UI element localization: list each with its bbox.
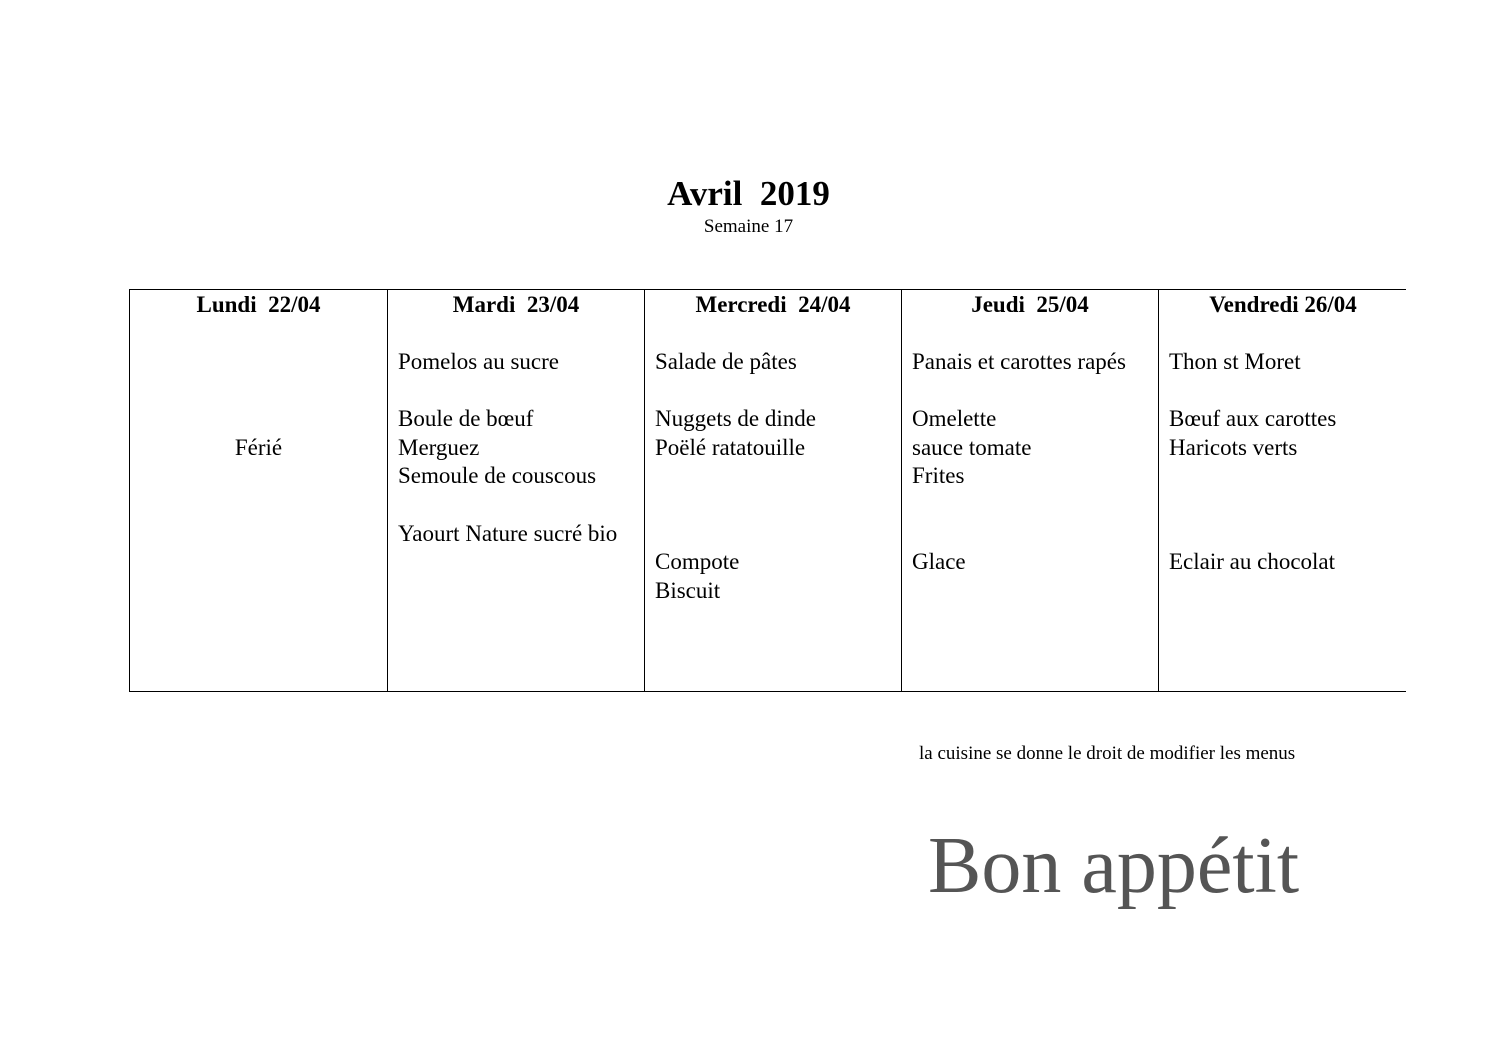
menu-item-main: Omelette xyxy=(912,406,997,431)
day-column-monday xyxy=(130,290,387,691)
day-header: Lundi 22/04 xyxy=(196,292,321,317)
menu-item-starter: Salade de pâtes xyxy=(655,349,797,374)
day-header: Mardi 23/04 xyxy=(452,292,580,317)
menu-item-dessert: Glace xyxy=(912,549,966,574)
week-subtitle: Semaine 17 xyxy=(703,216,794,237)
menu-item-side: Frites xyxy=(912,463,965,488)
menu-disclaimer: la cuisine se donne le droit de modifier les menus xyxy=(919,743,1296,764)
menu-item-dessert: Eclair au chocolat xyxy=(1169,549,1336,574)
menu-item-starter: Thon st Moret xyxy=(1169,349,1301,374)
menu-item-main: Nuggets de dinde xyxy=(655,406,816,431)
day-header: Mercredi 24/04 xyxy=(695,292,851,317)
day-column-friday xyxy=(1158,290,1407,691)
menu-item-main: Bœuf aux carottes xyxy=(1169,406,1337,431)
closing-greeting: Bon appétit xyxy=(928,822,1300,910)
menu-item-main: Boule de bœuf xyxy=(398,406,534,431)
menu-item-side: Haricots verts xyxy=(1169,435,1298,460)
menu-item-side: Semoule de couscous xyxy=(398,463,597,488)
menu-item-starter: Panais et carottes rapés xyxy=(912,349,1126,374)
holiday-label: Férié xyxy=(234,435,283,460)
menu-item-dessert: Yaourt Nature sucré bio xyxy=(398,521,618,546)
day-header: Vendredi 26/04 xyxy=(1209,292,1357,317)
day-column-tuesday xyxy=(387,290,644,691)
day-column-thursday xyxy=(901,290,1158,691)
menu-item-dessert: Compote xyxy=(655,549,740,574)
day-column-wednesday xyxy=(644,290,901,691)
weekly-menu-table xyxy=(129,289,1406,692)
menu-item-starter: Pomelos au sucre xyxy=(398,349,559,374)
menu-item-side: Poëlé ratatouille xyxy=(655,435,806,460)
page-title: Avril 2019 xyxy=(667,174,830,213)
menu-item-main: sauce tomate xyxy=(912,435,1032,460)
menu-item-main: Merguez xyxy=(398,435,480,460)
day-header: Jeudi 25/04 xyxy=(971,292,1089,317)
menu-item-dessert: Biscuit xyxy=(655,578,721,603)
